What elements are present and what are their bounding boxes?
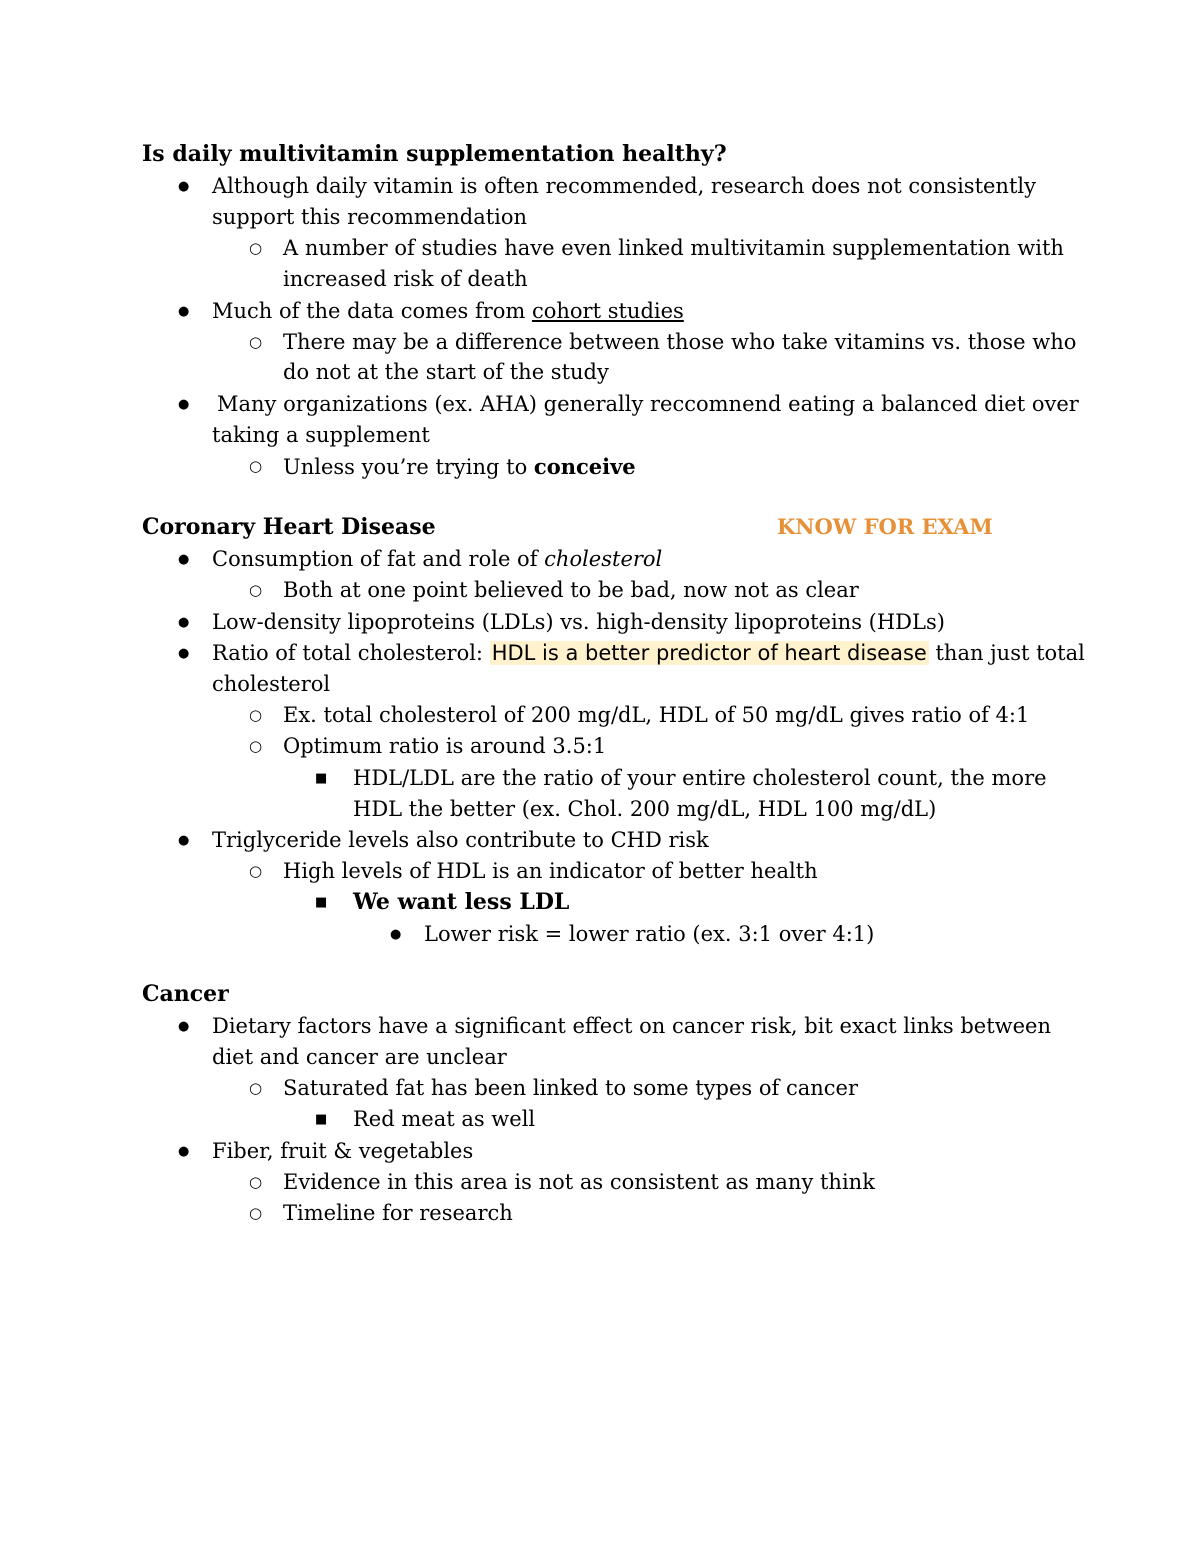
bullet-icon: ● [178,1019,190,1034]
list-item: ● Fiber, fruit & vegetables [212,1136,473,1167]
list-item-continuation: HDL the better (ex. Chol. 200 mg/dL, HDL 100 mg/dL) [353,797,937,821]
section-heading-coronary-heart-disease: Coronary Heart Disease [142,514,436,540]
bullet-icon: ● [390,927,402,942]
list-item: ○ There may be a difference between those who take vitamins vs. those who [283,327,1076,358]
list-item: ● Lower risk = lower ratio (ex. 3:1 over 4:1) [424,919,874,950]
list-item: ● Although daily vitamin is often recommended, research does not consistently [212,171,1036,202]
highlighted-text: HDL is a better predictor of heart disease [491,641,927,665]
square-bullet-icon: ■ [315,1112,328,1127]
hollow-bullet-icon: ○ [249,239,263,257]
list-item: ○ Optimum ratio is around 3.5:1 [283,731,606,762]
hollow-bullet-icon: ○ [249,1204,263,1222]
bullet-icon: ● [178,833,190,848]
list-item: ● Consumption of fat and role of cholesterol [212,544,662,575]
list-item: ● Ratio of total cholesterol: HDL is a better predictor of heart disease than just total [212,638,1085,669]
list-item-continuation: taking a supplement [212,423,430,447]
list-item: ■ We want less LDL [353,887,569,918]
hollow-bullet-icon: ○ [249,862,263,880]
list-item: ● Many organizations (ex. AHA) generally reccomnend eating a balanced diet over [217,389,1079,420]
hollow-bullet-icon: ○ [249,581,263,599]
list-item: ● Triglyceride levels also contribute to CHD risk [212,825,709,856]
list-item: ○ Timeline for research [283,1198,513,1229]
square-bullet-icon: ■ [315,771,328,786]
square-bullet-icon: ■ [315,895,328,910]
bullet-icon: ● [178,1144,190,1159]
hollow-bullet-icon: ○ [249,333,263,351]
bullet-icon: ● [178,179,190,194]
list-item-continuation: do not at the start of the study [283,360,609,384]
bullet-icon: ● [178,552,190,567]
hollow-bullet-icon: ○ [249,457,263,475]
bullet-icon: ● [178,646,190,661]
list-item: ■ HDL/LDL are the ratio of your entire cholesterol count, the more [353,763,1047,794]
hollow-bullet-icon: ○ [249,706,263,724]
hollow-bullet-icon: ○ [249,1079,263,1097]
list-item-continuation: support this recommendation [212,205,528,229]
know-for-exam-label: KNOW FOR EXAM [777,514,993,539]
list-item: ○ High levels of HDL is an indicator of better health [283,856,818,887]
bullet-icon: ● [178,304,190,319]
list-item: ● Much of the data comes from cohort studies [212,296,684,327]
section-heading-cancer: Cancer [142,981,229,1007]
list-item: ● Low-density lipoproteins (LDLs) vs. high-density lipoproteins (HDLs) [212,607,945,638]
list-item: ○ Unless you’re trying to conceive [283,451,636,483]
list-item: ● Dietary factors have a significant effect on cancer risk, bit exact links between [212,1011,1051,1042]
hollow-bullet-icon: ○ [249,1173,263,1191]
list-item: ○ Saturated fat has been linked to some types of cancer [283,1073,858,1104]
bullet-icon: ● [178,615,190,630]
list-item: ○ A number of studies have even linked multivitamin supplementation with [283,233,1064,264]
cohort-studies-link[interactable]: cohort studies [531,299,684,323]
list-item: ○ Evidence in this area is not as consistent as many think [283,1167,875,1198]
section-heading-multivitamin: Is daily multivitamin supplementation healthy? [142,141,727,167]
bullet-icon: ● [178,397,190,412]
hollow-bullet-icon: ○ [249,737,263,755]
list-item: ○ Ex. total cholesterol of 200 mg/dL, HDL of 50 mg/dL gives ratio of 4:1 [283,700,1029,731]
list-item: ○ Both at one point believed to be bad, now not as clear [283,575,859,606]
list-item: ■ Red meat as well [353,1104,535,1135]
list-item-continuation: diet and cancer are unclear [212,1045,507,1069]
list-item-continuation: increased risk of death [283,267,528,291]
list-item-continuation: cholesterol [212,672,331,696]
